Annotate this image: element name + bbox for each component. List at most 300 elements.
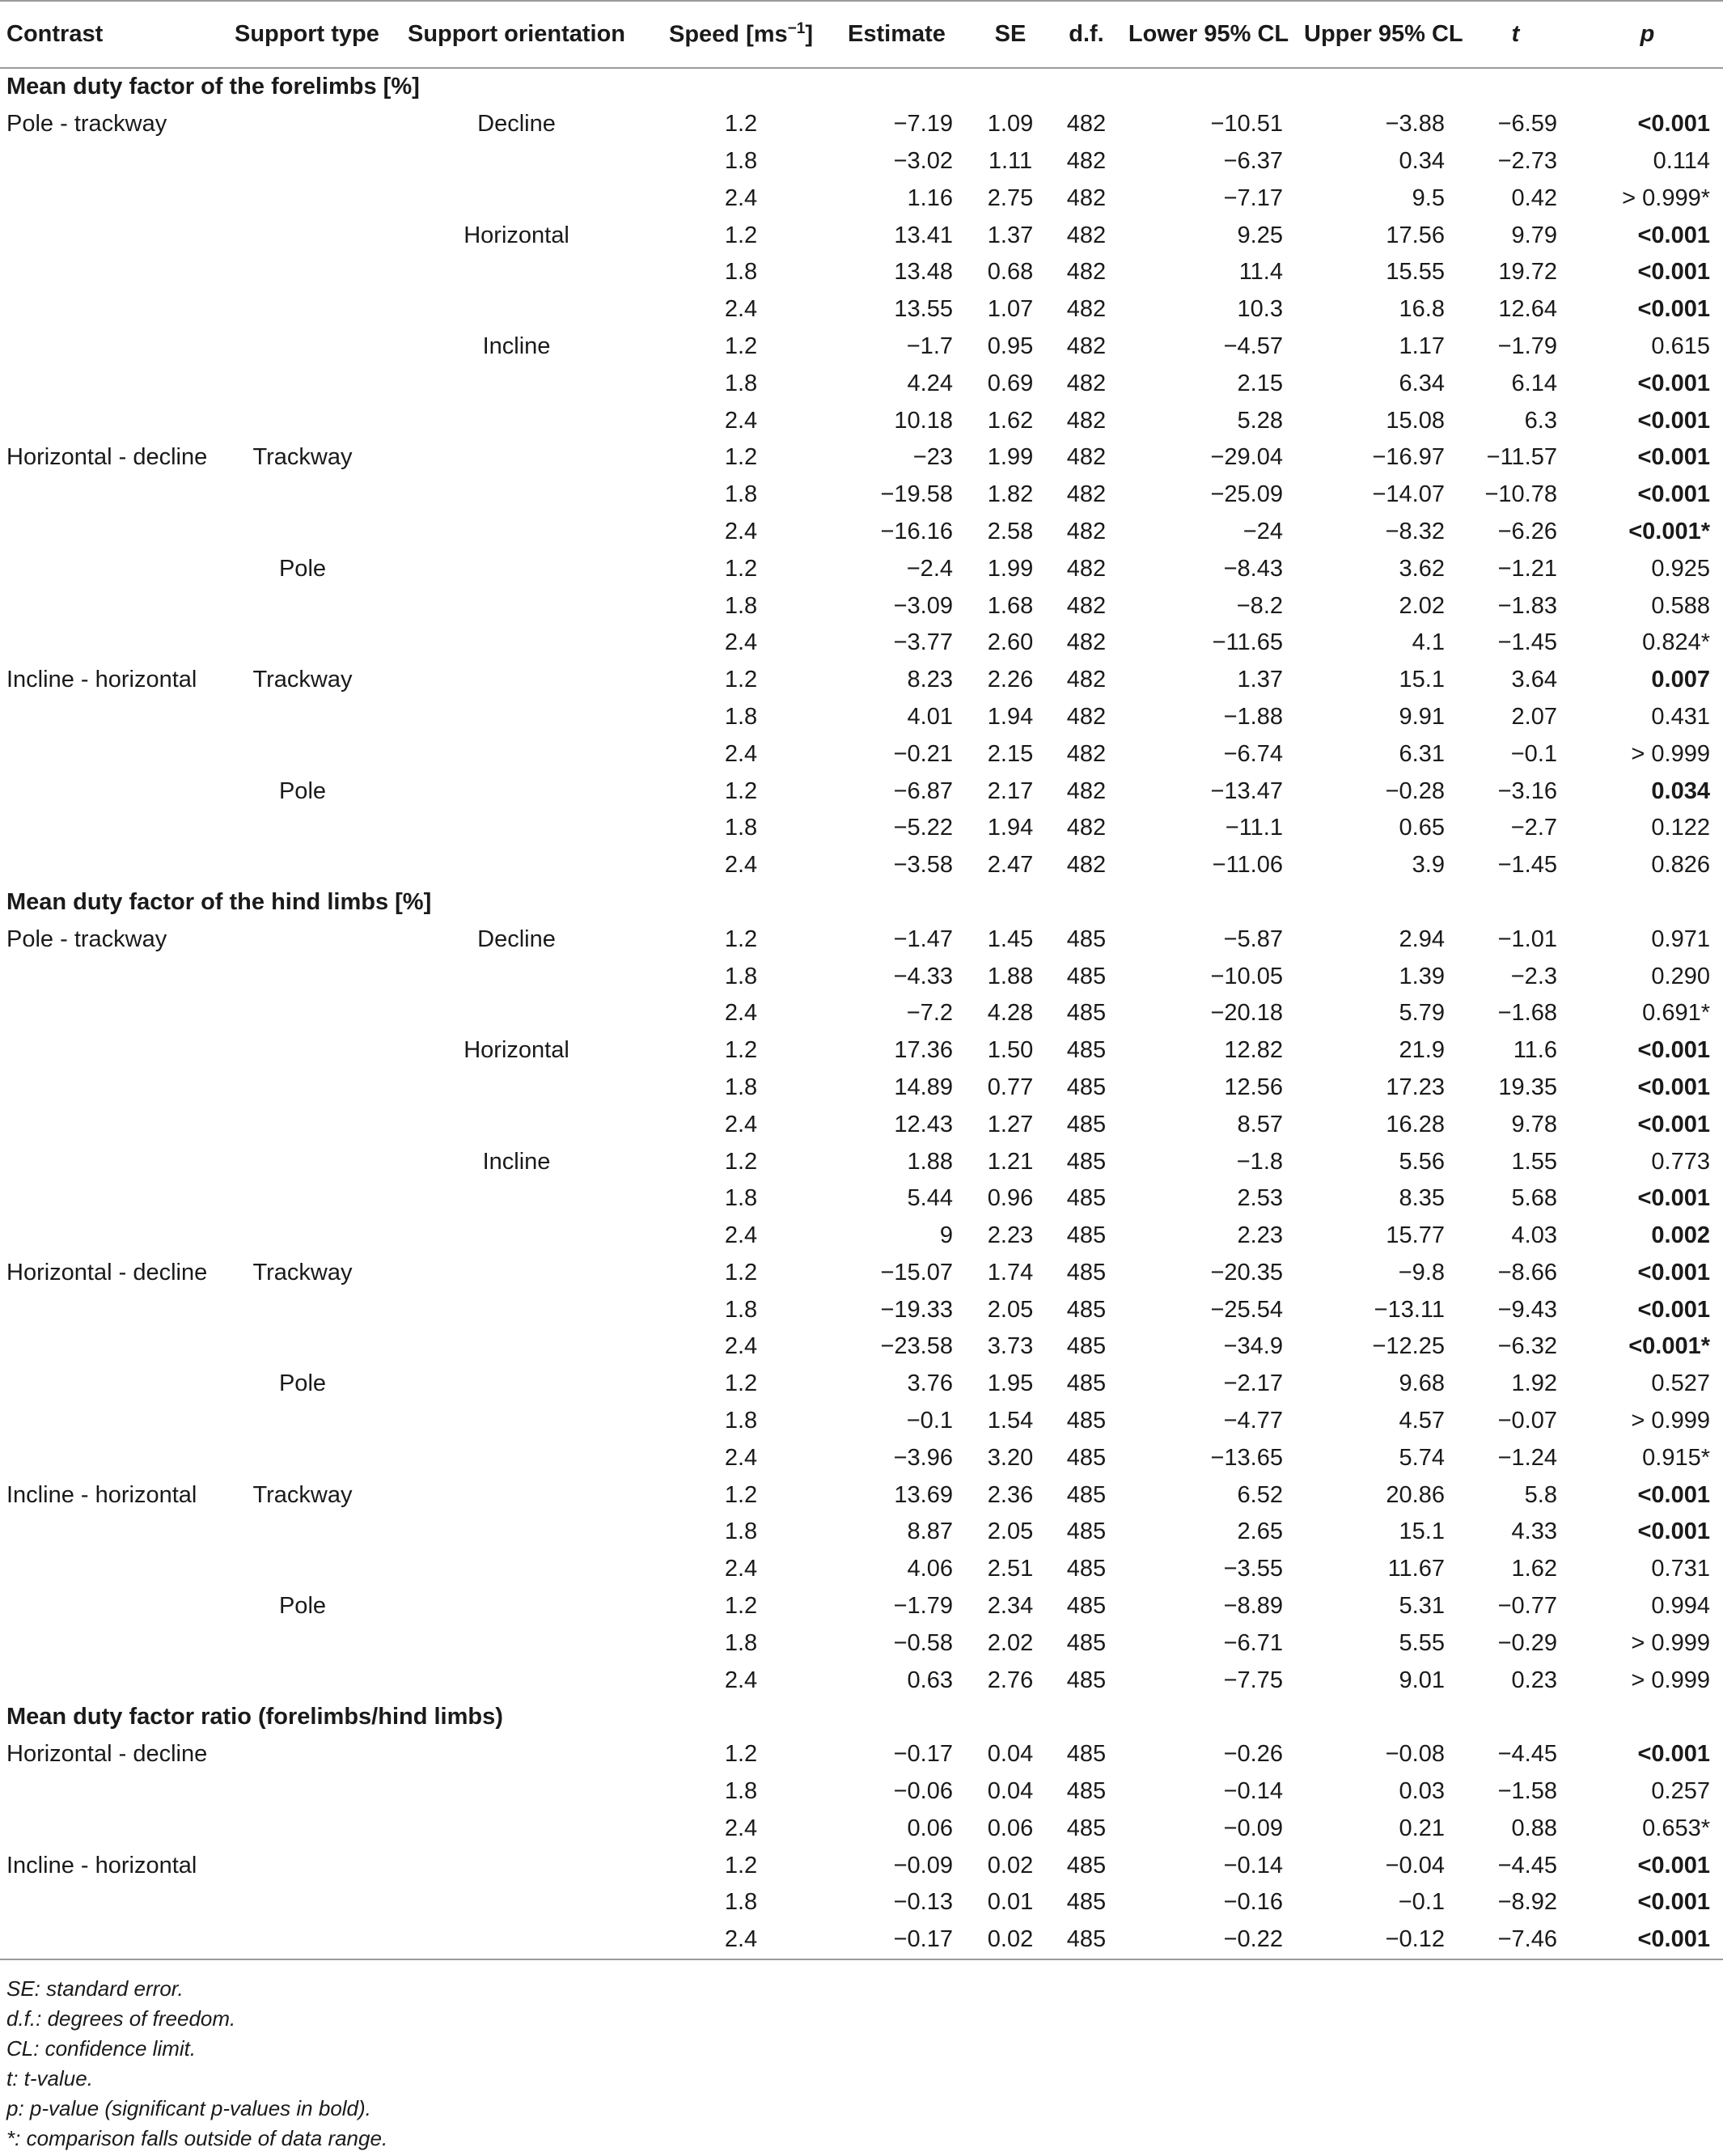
cell-estimate: −0.58 bbox=[893, 1629, 953, 1656]
cell-lower-cl: −29.04 bbox=[1210, 444, 1283, 471]
cell-df: 482 bbox=[1066, 296, 1107, 323]
cell-t: −1.24 bbox=[1497, 1444, 1557, 1471]
cell-lower-cl: −8.89 bbox=[1223, 1593, 1283, 1620]
cell-support-type bbox=[228, 847, 377, 884]
cell-contrast bbox=[0, 1032, 228, 1070]
table-row bbox=[0, 1366, 1723, 1403]
cell-contrast: Incline - horizontal bbox=[6, 667, 197, 693]
table-row bbox=[0, 180, 1723, 217]
cell-support-type bbox=[228, 1070, 377, 1107]
table-row bbox=[0, 1551, 1723, 1588]
section-row bbox=[0, 884, 1723, 921]
table-row bbox=[0, 1624, 1723, 1662]
cell-support-type bbox=[228, 1328, 377, 1366]
table-row bbox=[0, 291, 1723, 328]
cell-support-type bbox=[228, 921, 377, 958]
cell-support-type bbox=[228, 1847, 377, 1884]
cell-p: 0.615 bbox=[1651, 333, 1710, 359]
cell-lower-cl: −2.17 bbox=[1223, 1370, 1283, 1397]
table-row bbox=[0, 699, 1723, 736]
cell-se: 0.01 bbox=[987, 1889, 1034, 1916]
cell-t: −7.46 bbox=[1459, 1921, 1572, 1959]
cell-p: 0.588 bbox=[1651, 592, 1710, 619]
cell-df: 482 bbox=[1066, 703, 1107, 730]
table-header bbox=[0, 1, 1723, 68]
cell-contrast bbox=[0, 958, 228, 995]
cell-speed: 1.2 bbox=[724, 333, 758, 359]
cell-speed: 1.2 bbox=[724, 1741, 758, 1768]
cell-speed: 1.2 bbox=[724, 222, 758, 248]
cell-p: > 0.999 bbox=[1631, 740, 1710, 767]
cell-estimate: 9 bbox=[939, 1222, 953, 1249]
cell-p: > 0.999* bbox=[1622, 184, 1710, 211]
cell-p: 0.971 bbox=[1651, 926, 1710, 952]
cell-lower-cl: −0.26 bbox=[1223, 1741, 1283, 1768]
cell-se: 1.21 bbox=[987, 1148, 1034, 1175]
cell-se: 2.76 bbox=[987, 1667, 1034, 1693]
cell-support-type bbox=[228, 291, 377, 328]
cell-upper-cl: 5.55 bbox=[1399, 1629, 1445, 1656]
cell-df: 482 bbox=[1066, 815, 1107, 841]
cell-speed: 1.2 bbox=[724, 1481, 758, 1508]
cell-speed: 1.2 bbox=[724, 777, 758, 804]
cell-estimate: 14.89 bbox=[894, 1074, 953, 1100]
table-row bbox=[0, 735, 1723, 773]
cell-t: 0.88 bbox=[1511, 1815, 1557, 1841]
cell-p: <0.001 bbox=[1637, 1111, 1710, 1137]
table-row bbox=[0, 1773, 1723, 1811]
cell-support-type bbox=[228, 1218, 377, 1255]
cell-support-type bbox=[228, 1662, 377, 1699]
cell-lower-cl: 6.52 bbox=[1237, 1481, 1283, 1508]
cell-support-orientation bbox=[377, 1070, 656, 1107]
header-p: p bbox=[1572, 1, 1723, 68]
cell-support-orientation bbox=[377, 1218, 656, 1255]
cell-lower-cl: −7.17 bbox=[1223, 184, 1283, 211]
table-row bbox=[0, 1106, 1723, 1143]
cell-support-orientation bbox=[377, 1810, 656, 1847]
cell-speed: 1.8 bbox=[724, 481, 758, 508]
cell-upper-cl: 5.31 bbox=[1399, 1593, 1445, 1620]
cell-contrast: Horizontal - decline bbox=[6, 1259, 208, 1286]
cell-support-orientation bbox=[377, 773, 656, 810]
cell-se: 1.99 bbox=[987, 444, 1034, 471]
cell-contrast bbox=[0, 143, 228, 180]
cell-p: <0.001 bbox=[1637, 259, 1710, 286]
cell-t: −4.45 bbox=[1497, 1741, 1557, 1768]
cell-p: <0.001 bbox=[1637, 1889, 1710, 1916]
cell-p: <0.001 bbox=[1637, 1185, 1710, 1212]
header-upper-cl: Upper 95% CL bbox=[1298, 1, 1459, 68]
cell-se: 2.26 bbox=[987, 667, 1034, 693]
cell-t: 9.79 bbox=[1511, 222, 1557, 248]
cell-upper-cl: 6.34 bbox=[1399, 370, 1445, 396]
cell-speed: 2.4 bbox=[724, 1444, 758, 1471]
cell-lower-cl: 2.15 bbox=[1237, 370, 1283, 396]
cell-estimate: 0.06 bbox=[907, 1815, 953, 1841]
cell-lower-cl: −34.9 bbox=[1223, 1333, 1283, 1360]
cell-upper-cl: 9.91 bbox=[1399, 703, 1445, 730]
cell-contrast bbox=[0, 1624, 228, 1662]
cell-upper-cl: 15.55 bbox=[1386, 259, 1445, 286]
cell-se: 0.02 bbox=[987, 1852, 1034, 1879]
cell-support-type bbox=[228, 180, 377, 217]
cell-df: 482 bbox=[1066, 111, 1107, 138]
cell-support-orientation bbox=[377, 514, 656, 551]
cell-se: 4.28 bbox=[987, 1000, 1034, 1027]
cell-contrast bbox=[0, 810, 228, 847]
table-row bbox=[0, 106, 1723, 143]
cell-support-orientation: Horizontal bbox=[464, 1037, 569, 1064]
cell-t: −1.68 bbox=[1497, 1000, 1557, 1027]
cell-estimate: 1.16 bbox=[907, 184, 953, 211]
cell-contrast bbox=[0, 254, 228, 291]
cell-t: 1.55 bbox=[1511, 1148, 1557, 1175]
cell-p: <0.001 bbox=[1637, 444, 1710, 471]
table-row bbox=[0, 217, 1723, 254]
cell-support-type bbox=[228, 1514, 377, 1551]
cell-support-orientation bbox=[377, 439, 656, 477]
cell-upper-cl: 15.08 bbox=[1386, 407, 1445, 434]
cell-support-orientation bbox=[377, 1847, 656, 1884]
cell-support-type: Trackway bbox=[252, 1481, 353, 1508]
cell-support-type bbox=[228, 365, 377, 402]
cell-upper-cl: 5.74 bbox=[1399, 1444, 1445, 1471]
cell-contrast: Incline - horizontal bbox=[6, 1481, 197, 1508]
cell-contrast: Pole - trackway bbox=[6, 111, 167, 138]
cell-p: <0.001 bbox=[1572, 1921, 1723, 1959]
cell-p: > 0.999 bbox=[1631, 1667, 1710, 1693]
table-row bbox=[0, 1143, 1723, 1180]
header-support-orientation: Support orientation bbox=[377, 1, 656, 68]
cell-estimate: −1.47 bbox=[893, 926, 953, 952]
footnote-p: p: p-value (significant p-values in bold). bbox=[6, 2096, 371, 2120]
cell-upper-cl: 4.57 bbox=[1399, 1408, 1445, 1434]
table-row bbox=[0, 328, 1723, 366]
cell-p: <0.001 bbox=[1637, 407, 1710, 434]
cell-df: 485 bbox=[1066, 1408, 1107, 1434]
footnote-asterisk: *: comparison falls outside of data range. bbox=[6, 2126, 388, 2150]
cell-p: 0.773 bbox=[1651, 1148, 1710, 1175]
section-heading: Mean duty factor of the forelimbs [%] bbox=[6, 74, 420, 100]
cell-upper-cl: −16.97 bbox=[1372, 444, 1445, 471]
cell-p: <0.001 bbox=[1637, 1259, 1710, 1286]
cell-speed: 1.8 bbox=[724, 370, 758, 396]
header-row bbox=[0, 1, 1723, 68]
cell-lower-cl: 1.37 bbox=[1237, 667, 1283, 693]
cell-support-type bbox=[228, 625, 377, 662]
cell-support-orientation bbox=[377, 1588, 656, 1625]
cell-support-orientation bbox=[377, 958, 656, 995]
cell-support-orientation bbox=[377, 1366, 656, 1403]
cell-estimate: 8.23 bbox=[907, 667, 953, 693]
cell-t: −1.45 bbox=[1497, 629, 1557, 656]
cell-speed: 1.2 bbox=[724, 1370, 758, 1397]
cell-contrast bbox=[0, 550, 228, 587]
cell-df: 485 bbox=[1066, 1111, 1107, 1137]
cell-se: 1.54 bbox=[987, 1408, 1034, 1434]
table-row bbox=[0, 1403, 1723, 1440]
cell-t: 6.3 bbox=[1524, 407, 1557, 434]
header-lower-cl: Lower 95% CL bbox=[1120, 1, 1298, 68]
cell-support-orientation bbox=[377, 1921, 656, 1959]
cell-support-type bbox=[228, 1106, 377, 1143]
cell-t: 9.78 bbox=[1511, 1111, 1557, 1137]
cell-lower-cl: 2.65 bbox=[1237, 1519, 1283, 1545]
cell-contrast bbox=[0, 847, 228, 884]
cell-p: <0.001 bbox=[1637, 296, 1710, 323]
cell-se: 0.06 bbox=[987, 1815, 1034, 1841]
cell-speed: 2.4 bbox=[656, 1921, 826, 1959]
table-row bbox=[0, 958, 1723, 995]
cell-upper-cl: −8.32 bbox=[1385, 518, 1445, 544]
cell-upper-cl: 4.1 bbox=[1412, 629, 1445, 656]
cell-df: 482 bbox=[1066, 184, 1107, 211]
cell-p: <0.001 bbox=[1637, 222, 1710, 248]
cell-df: 485 bbox=[1066, 1370, 1107, 1397]
cell-support-type bbox=[228, 699, 377, 736]
cell-estimate: −0.06 bbox=[893, 1778, 953, 1805]
cell-support-orientation bbox=[377, 1439, 656, 1476]
cell-upper-cl: −3.88 bbox=[1385, 111, 1445, 138]
cell-estimate: −0.13 bbox=[893, 1889, 953, 1916]
cell-estimate: −5.22 bbox=[893, 815, 953, 841]
footnote-t: t: t-value. bbox=[6, 2066, 93, 2090]
cell-estimate: 4.24 bbox=[907, 370, 953, 396]
cell-se: 3.20 bbox=[987, 1444, 1034, 1471]
cell-support-type bbox=[228, 735, 377, 773]
cell-lower-cl: −5.87 bbox=[1223, 926, 1283, 952]
cell-contrast bbox=[0, 625, 228, 662]
cell-p: 0.007 bbox=[1651, 667, 1710, 693]
cell-df: 485 bbox=[1066, 1296, 1107, 1323]
cell-support-orientation bbox=[377, 625, 656, 662]
cell-support-orientation bbox=[377, 402, 656, 439]
cell-support-type: Trackway bbox=[252, 667, 353, 693]
footnote-cl: CL: confidence limit. bbox=[6, 2036, 197, 2061]
cell-t: −0.77 bbox=[1497, 1593, 1557, 1620]
cell-speed: 1.2 bbox=[724, 667, 758, 693]
cell-se: 1.95 bbox=[987, 1370, 1034, 1397]
cell-speed: 2.4 bbox=[724, 1000, 758, 1027]
cell-se: 2.23 bbox=[987, 1222, 1034, 1249]
cell-upper-cl: 17.56 bbox=[1386, 222, 1445, 248]
cell-upper-cl: 9.68 bbox=[1399, 1370, 1445, 1397]
cell-df: 482 bbox=[1066, 481, 1107, 508]
cell-t: 0.23 bbox=[1511, 1667, 1557, 1693]
cell-p: <0.001 bbox=[1637, 1852, 1710, 1879]
table-row bbox=[0, 1884, 1723, 1921]
cell-support-type bbox=[228, 1810, 377, 1847]
cell-df: 485 bbox=[1066, 1444, 1107, 1471]
cell-p: <0.001 bbox=[1637, 1074, 1710, 1100]
cell-lower-cl: −25.54 bbox=[1210, 1296, 1283, 1323]
cell-se: 2.05 bbox=[987, 1296, 1034, 1323]
cell-df: 485 bbox=[1066, 1593, 1107, 1620]
cell-speed: 1.2 bbox=[724, 1259, 758, 1286]
cell-contrast bbox=[0, 1218, 228, 1255]
cell-p: 0.925 bbox=[1651, 555, 1710, 582]
cell-df: 485 bbox=[1066, 1556, 1107, 1582]
cell-support-type: Trackway bbox=[252, 444, 353, 471]
table-row bbox=[0, 1255, 1723, 1292]
cell-estimate: −3.77 bbox=[893, 629, 953, 656]
cell-t: −6.26 bbox=[1497, 518, 1557, 544]
cell-df: 485 bbox=[1066, 1185, 1107, 1212]
cell-estimate: 13.48 bbox=[894, 259, 953, 286]
section-heading: Mean duty factor of the hind limbs [%] bbox=[6, 888, 432, 915]
cell-support-orientation bbox=[377, 662, 656, 699]
cell-t: 4.03 bbox=[1511, 1222, 1557, 1249]
cell-support-type bbox=[228, 514, 377, 551]
cell-t: 12.64 bbox=[1498, 296, 1557, 323]
table-row bbox=[0, 1070, 1723, 1107]
cell-speed: 1.8 bbox=[724, 1778, 758, 1805]
cell-contrast bbox=[0, 365, 228, 402]
cell-t: −10.78 bbox=[1484, 481, 1557, 508]
cell-support-type bbox=[228, 143, 377, 180]
cell-speed: 1.8 bbox=[724, 592, 758, 619]
cell-speed: 2.4 bbox=[724, 1815, 758, 1841]
cell-se: 1.45 bbox=[987, 926, 1034, 952]
cell-support-orientation bbox=[377, 180, 656, 217]
cell-speed: 1.8 bbox=[724, 815, 758, 841]
cell-t: −8.92 bbox=[1497, 1889, 1557, 1916]
cell-t: −11.57 bbox=[1486, 444, 1557, 471]
cell-upper-cl: 9.5 bbox=[1412, 184, 1445, 211]
cell-t: 6.14 bbox=[1511, 370, 1557, 396]
cell-df: 482 bbox=[1066, 444, 1107, 471]
cell-speed: 2.4 bbox=[724, 1333, 758, 1360]
cell-support-orientation bbox=[377, 291, 656, 328]
table-row bbox=[0, 439, 1723, 477]
cell-support-type bbox=[228, 958, 377, 995]
cell-contrast bbox=[0, 995, 228, 1032]
cell-df: 485 bbox=[1066, 926, 1107, 952]
cell-estimate: −1.79 bbox=[893, 1593, 953, 1620]
cell-support-type bbox=[228, 217, 377, 254]
cell-lower-cl: −11.1 bbox=[1225, 815, 1283, 841]
cell-df: 485 bbox=[1066, 1519, 1107, 1545]
cell-upper-cl: 17.23 bbox=[1386, 1074, 1445, 1100]
cell-speed: 1.2 bbox=[724, 444, 758, 471]
cell-speed: 1.8 bbox=[724, 259, 758, 286]
header-estimate: Estimate bbox=[826, 1, 967, 68]
cell-t: 19.35 bbox=[1498, 1074, 1557, 1100]
cell-support-type bbox=[228, 810, 377, 847]
cell-lower-cl: −6.37 bbox=[1223, 147, 1283, 174]
cell-support-type bbox=[228, 1921, 377, 1959]
cell-support-type bbox=[228, 587, 377, 625]
cell-speed: 2.4 bbox=[724, 629, 758, 656]
cell-support-orientation bbox=[377, 365, 656, 402]
table-row bbox=[0, 1847, 1723, 1884]
cell-df: 485 bbox=[1066, 1037, 1107, 1064]
table-body bbox=[0, 68, 1723, 1959]
cell-speed: 2.4 bbox=[724, 1667, 758, 1693]
header-df: d.f. bbox=[1053, 1, 1120, 68]
cell-df: 482 bbox=[1066, 518, 1107, 544]
cell-df: 482 bbox=[1066, 555, 1107, 582]
cell-df: 482 bbox=[1066, 259, 1107, 286]
section-row bbox=[0, 1699, 1723, 1736]
cell-estimate: −3.02 bbox=[893, 147, 953, 174]
cell-speed: 1.8 bbox=[724, 703, 758, 730]
cell-upper-cl: 11.67 bbox=[1387, 1556, 1445, 1582]
header-speed bbox=[656, 1, 826, 68]
cell-contrast: Pole - trackway bbox=[6, 926, 167, 952]
cell-df: 485 bbox=[1066, 1667, 1107, 1693]
cell-p: <0.001 bbox=[1637, 1481, 1710, 1508]
cell-upper-cl: 0.34 bbox=[1399, 147, 1445, 174]
cell-lower-cl: 2.23 bbox=[1237, 1222, 1283, 1249]
cell-speed: 1.2 bbox=[724, 555, 758, 582]
cell-support-orientation bbox=[377, 1773, 656, 1811]
cell-df: 485 bbox=[1066, 1074, 1107, 1100]
cell-t: −1.21 bbox=[1497, 555, 1557, 582]
cell-contrast: Horizontal - decline bbox=[6, 444, 208, 471]
cell-estimate: 5.44 bbox=[907, 1185, 953, 1212]
cell-p: 0.826 bbox=[1651, 852, 1710, 879]
cell-contrast bbox=[0, 1439, 228, 1476]
table-row bbox=[0, 1662, 1723, 1699]
cell-df: 482 bbox=[1066, 147, 1107, 174]
cell-se: 0.95 bbox=[987, 333, 1034, 359]
cell-p: <0.001 bbox=[1637, 1741, 1710, 1768]
cell-lower-cl: −3.55 bbox=[1223, 1556, 1283, 1582]
cell-upper-cl: 8.35 bbox=[1399, 1185, 1445, 1212]
cell-p: > 0.999 bbox=[1631, 1408, 1710, 1434]
cell-support-type: Pole bbox=[278, 1593, 327, 1620]
cell-estimate: 0.63 bbox=[907, 1667, 953, 1693]
cell-se: 2.15 bbox=[987, 740, 1034, 767]
cell-t: 5.8 bbox=[1524, 1481, 1557, 1508]
table-row bbox=[0, 365, 1723, 402]
cell-se: 1.82 bbox=[987, 481, 1034, 508]
cell-contrast bbox=[0, 328, 228, 366]
cell-contrast bbox=[0, 402, 228, 439]
cell-df: 485 bbox=[1066, 1778, 1107, 1805]
cell-speed: 1.8 bbox=[724, 1629, 758, 1656]
cell-df: 485 bbox=[1053, 1921, 1120, 1959]
cell-speed: 2.4 bbox=[724, 1556, 758, 1582]
cell-se: 2.17 bbox=[987, 777, 1034, 804]
cell-se: 0.69 bbox=[987, 370, 1034, 396]
cell-contrast bbox=[0, 1921, 228, 1959]
cell-contrast bbox=[0, 477, 228, 514]
cell-estimate: 1.88 bbox=[907, 1148, 953, 1175]
cell-support-orientation bbox=[377, 810, 656, 847]
cell-p: 0.034 bbox=[1651, 777, 1710, 804]
cell-t: −4.45 bbox=[1497, 1852, 1557, 1879]
cell-support-orientation bbox=[377, 699, 656, 736]
cell-lower-cl: −0.14 bbox=[1223, 1778, 1283, 1805]
cell-speed: 1.2 bbox=[724, 1037, 758, 1064]
cell-p: 0.122 bbox=[1651, 815, 1710, 841]
table-row bbox=[0, 1736, 1723, 1773]
cell-df: 485 bbox=[1066, 1148, 1107, 1175]
cell-lower-cl: 8.57 bbox=[1237, 1111, 1283, 1137]
cell-se: 2.05 bbox=[987, 1519, 1034, 1545]
cell-contrast bbox=[0, 1588, 228, 1625]
cell-speed: 1.8 bbox=[724, 1408, 758, 1434]
cell-df: 485 bbox=[1066, 1889, 1107, 1916]
cell-t: 0.42 bbox=[1511, 184, 1557, 211]
cell-support-type: Pole bbox=[278, 1370, 327, 1397]
cell-upper-cl: −9.8 bbox=[1398, 1259, 1445, 1286]
table-row bbox=[0, 254, 1723, 291]
cell-contrast bbox=[0, 1106, 228, 1143]
